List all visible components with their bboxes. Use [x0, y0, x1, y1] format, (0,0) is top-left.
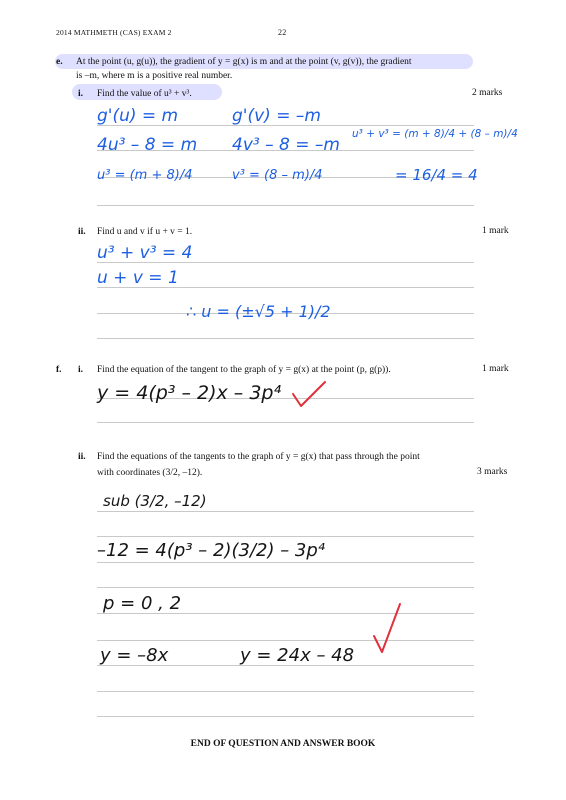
answer-line	[97, 691, 474, 692]
part-f-ii-question-line1: Find the equations of the tangents to the graph of y = g(x) that pass through the point	[97, 452, 420, 462]
answer-line	[97, 511, 474, 512]
part-f-label: f.	[56, 365, 62, 375]
part-f-i-question: Find the equation of the tangent to the graph of y = g(x) at the point (p, g(p)).	[97, 365, 391, 375]
part-e-i-marks: 2 marks	[472, 88, 503, 98]
handwritten-answer: y = 24x – 48	[240, 645, 355, 666]
part-f-ii-question-line2: with coordinates (3/2, –12).	[97, 468, 203, 478]
part-f-i-label: i.	[78, 365, 84, 375]
answer-line	[97, 640, 474, 641]
handwritten-answer: g'(u) = m	[97, 106, 179, 126]
answer-line	[97, 422, 474, 423]
handwritten-answer: u³ + v³ = (m + 8)/4 + (8 – m)/4	[352, 128, 518, 140]
handwritten-answer: 4v³ – 8 = –m	[232, 135, 340, 155]
part-e-i-label: i.	[78, 89, 84, 99]
red-tick-icon	[370, 598, 410, 658]
handwritten-answer: 4u³ – 8 = m	[97, 135, 198, 155]
handwritten-answer: y = 4(p³ – 2)x – 3p⁴	[97, 382, 282, 404]
part-e-ii-marks: 1 mark	[482, 226, 509, 236]
handwritten-answer: u³ + v³ = 4	[97, 243, 193, 263]
answer-line	[97, 716, 474, 717]
part-e-i-question: Find the value of u³ + v³.	[97, 89, 192, 99]
answer-line	[97, 562, 474, 563]
answer-line	[97, 536, 474, 537]
exam-header-title: 2014 MATHMETH (CAS) EXAM 2	[56, 28, 172, 37]
handwritten-answer: = 16/4 = 4	[395, 166, 478, 184]
handwritten-answer: ∴ u = (±√5 + 1)/2	[186, 302, 331, 321]
handwritten-answer: u³ = (m + 8)/4	[97, 168, 193, 183]
part-e-ii-label: ii.	[78, 227, 86, 237]
end-of-book-footer: END OF QUESTION AND ANSWER BOOK	[190, 739, 376, 749]
handwritten-answer: –12 = 4(p³ – 2)(3/2) – 3p⁴	[97, 540, 326, 561]
part-f-ii-marks: 3 marks	[477, 467, 508, 477]
red-tick-icon	[290, 378, 330, 410]
part-e-ii-question: Find u and v if u + v = 1.	[97, 227, 193, 237]
part-f-ii-label: ii.	[78, 452, 86, 462]
handwritten-answer: p = 0 , 2	[103, 593, 182, 614]
part-f-i-marks: 1 mark	[482, 364, 509, 374]
handwritten-answer: v³ = (8 – m)/4	[232, 168, 323, 183]
handwritten-answer: sub (3/2, –12)	[103, 492, 207, 510]
part-e-label: e.	[56, 57, 63, 67]
answer-line	[97, 587, 474, 588]
handwritten-answer: y = –8x	[100, 645, 169, 666]
part-e-stem-line1: At the point (u, g(u)), the gradient of y = g(x) is m and at the point (v, g(v)), the gradient	[76, 57, 412, 67]
page-number: 22	[278, 28, 287, 37]
part-e-stem-line2: is –m, where m is a positive real number.	[76, 71, 233, 81]
handwritten-answer: g'(v) = –m	[232, 106, 321, 126]
answer-line	[97, 338, 474, 339]
handwritten-answer: u + v = 1	[97, 268, 179, 288]
answer-line	[97, 205, 474, 206]
